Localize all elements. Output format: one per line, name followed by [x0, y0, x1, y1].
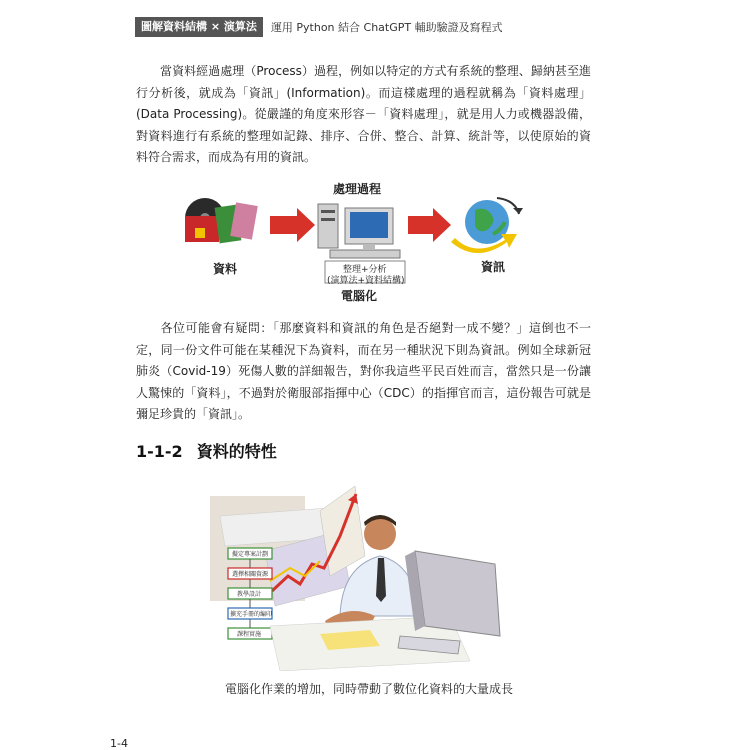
process-box-line1: 整理+分析 — [343, 265, 387, 275]
section-number: 1-1-2 — [136, 442, 183, 461]
page-number: 1-4 — [110, 737, 128, 750]
book-title-tag: 圖解資料結構 × 演算法 — [135, 17, 263, 37]
data-processing-figure — [175, 178, 535, 303]
flow-step-5: 課程實施 — [237, 631, 262, 638]
keyboard-icon — [330, 250, 400, 258]
arrow-icon-2 — [408, 208, 451, 242]
paragraph2-text: 各位可能會有疑問：「那麼資料和資訊的角色是否絕對一成不變？」這倒也不一定，同一份文件可能在某種況下為資料，而在另一種狀況下則為資訊。例如全球新冠肺炎（Covid-19）死傷人數的詳細報告，對你我這些平民百姓而言，當然只是一份讓人驚悚的「資料」，不過對於衛服部指揮中心（CDC）的指揮官而言，這份報告可就是彌足珍貴的「資訊」。 — [136, 321, 591, 421]
section-title: 資料的特性 — [196, 442, 277, 461]
crt-monitor — [415, 551, 500, 636]
info-label: 資訊 — [481, 260, 506, 274]
book-subtitle: 運用 Python 結合 ChatGPT 輔助驗證及寫程式 — [270, 21, 503, 34]
process-box-line2: (演算法+資料結構) — [327, 276, 405, 286]
flow-step-2: 選擇相關資源 — [232, 571, 269, 578]
paragraph1-text: 當資料經過處理（Process）過程，例如以特定的方式有系統的整理、歸納甚至進行分析後，就成為「資訊」(Information)。而這樣處理的過程就稱為「資料處理」(Data Processing)。從嚴謹的角度來形容－「資料處理」，就是用人力或機器設備，對資料進行有系統的整理如記錄、排序、合併、整合、計算、統計等，以使原始的資料符合需求，而成為有用的資訊。 — [136, 64, 591, 164]
computer-label: 電腦化 — [341, 289, 378, 303]
figure-caption: 電腦化作業的增加，同時帶動了數位化資料的大量成長 — [225, 682, 514, 696]
paragraph-data-vs-info — [136, 318, 591, 426]
flow-step-4: 擴充手冊的編印 — [230, 611, 273, 618]
office-illustration-figure — [210, 476, 515, 671]
data-label: 資料 — [213, 262, 238, 276]
arrow-icon-1 — [270, 208, 315, 242]
section-heading — [136, 439, 277, 462]
paragraph-data-processing — [136, 61, 591, 169]
running-header — [135, 17, 503, 37]
flow-step-1: 擬定專案計劃 — [232, 551, 269, 558]
process-label: 處理過程 — [333, 182, 382, 196]
flow-step-3: 教學設計 — [237, 591, 262, 598]
